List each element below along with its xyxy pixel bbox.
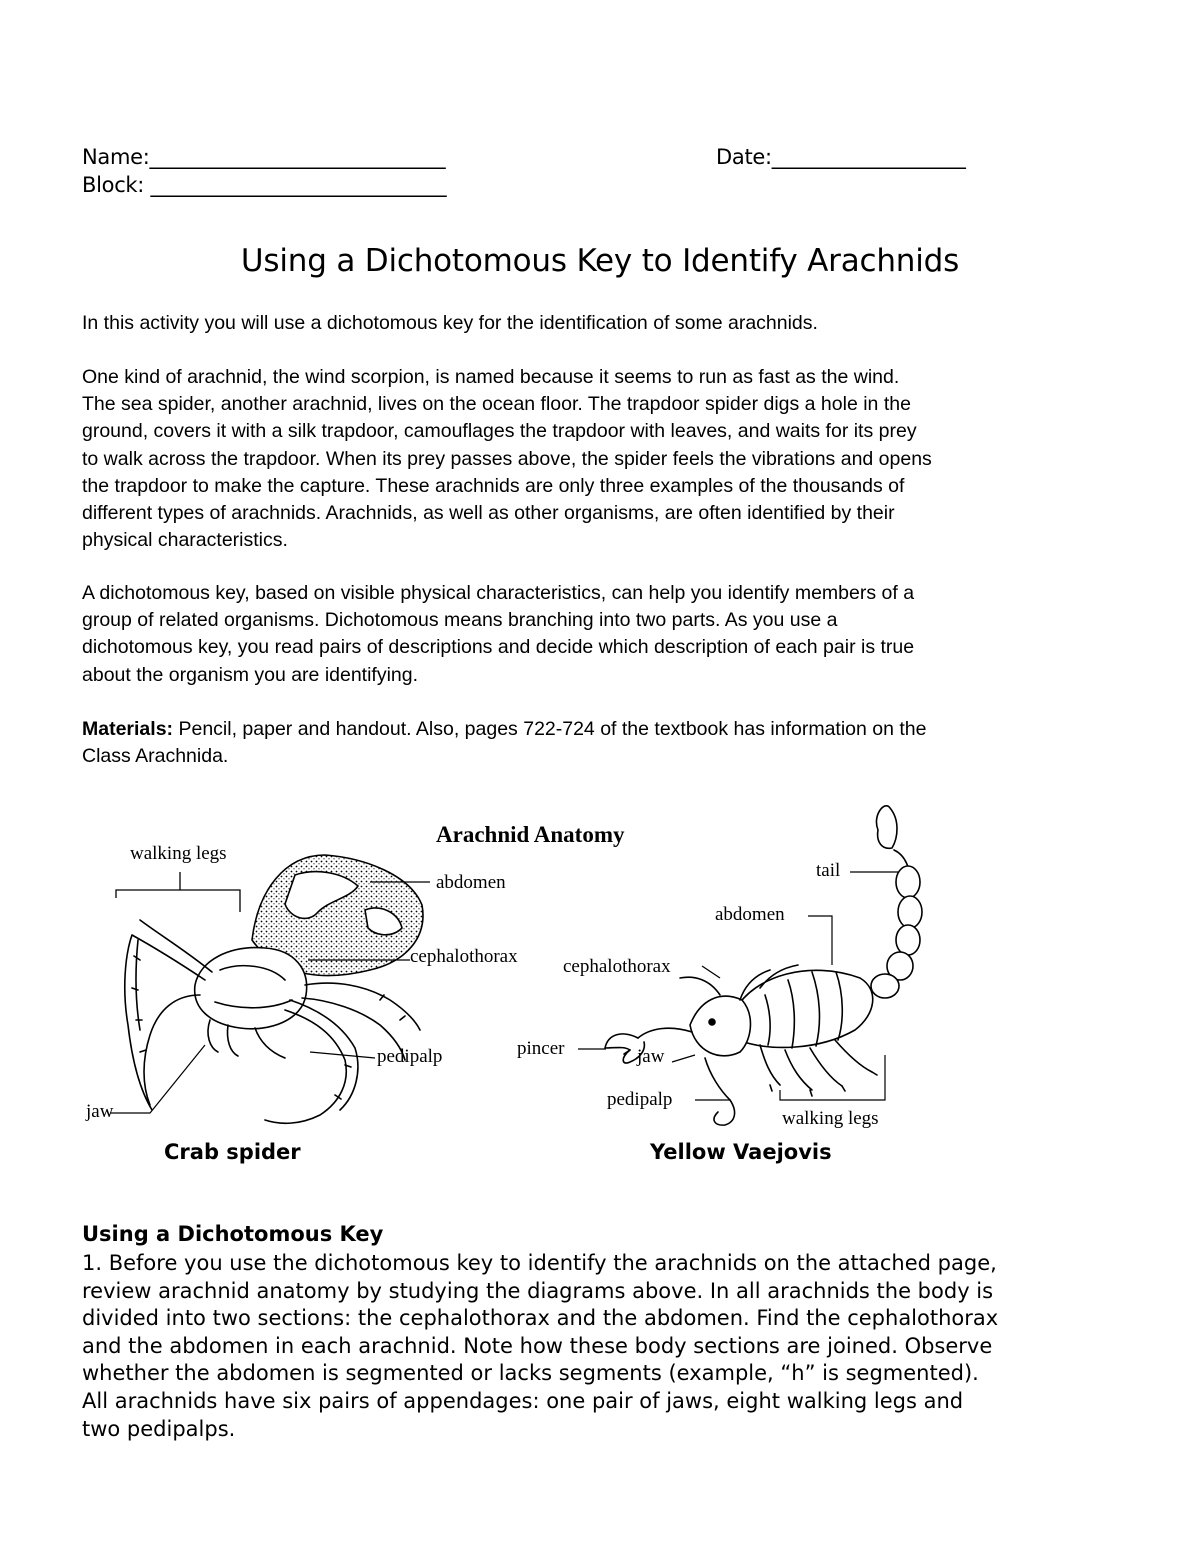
date-label: Date: bbox=[716, 145, 772, 169]
instruction-line: whether the abdomen is segmented or lacks segments (example, “h” is segmented). bbox=[82, 1361, 979, 1386]
scorpion-label-pincer: pincer bbox=[517, 1038, 565, 1059]
crab-label-cephalothorax: cephalothorax bbox=[410, 946, 518, 967]
name-blank[interactable]: _____________________________ bbox=[149, 145, 446, 169]
paragraph-line: The sea spider, another arachnid, lives on the ocean floor. The trapdoor spider digs a hole in the bbox=[82, 393, 911, 416]
date-field[interactable] bbox=[716, 145, 966, 169]
crab-label-walking-legs: walking legs bbox=[130, 843, 227, 864]
caption-yellow-vaejovis: Yellow Vaejovis bbox=[650, 1140, 832, 1164]
scorpion-label-jaw: jaw bbox=[637, 1046, 665, 1067]
figure-title: Arachnid Anatomy bbox=[436, 822, 625, 847]
crab-spider-illustration bbox=[80, 820, 560, 1140]
scorpion-label-walking-legs: walking legs bbox=[782, 1108, 879, 1129]
paragraph-2 bbox=[82, 580, 1142, 689]
paragraph-line: about the organism you are identifying. bbox=[82, 663, 419, 686]
scorpion-label-tail: tail bbox=[816, 860, 841, 881]
paragraph-line: different types of arachnids. Arachnids, as well as other organisms, are often identified by their bbox=[82, 502, 895, 525]
block-field[interactable] bbox=[82, 173, 446, 197]
paragraph-line: One kind of arachnid, the wind scorpion, is named because it seems to run as fast as the wind. bbox=[82, 366, 900, 388]
materials-text-2: Class Arachnida. bbox=[82, 745, 229, 768]
name-field[interactable] bbox=[82, 145, 445, 169]
scorpion-label-cephalothorax: cephalothorax bbox=[563, 956, 671, 977]
block-label: Block: bbox=[82, 173, 145, 197]
materials-text: Pencil, paper and handout. Also, pages 722-724 of the textbook has information on the bbox=[173, 718, 927, 740]
caption-crab-spider: Crab spider bbox=[164, 1140, 301, 1164]
instruction-line: 1. Before you use the dichotomous key to identify the arachnids on the attached page, bbox=[82, 1251, 997, 1275]
paragraph-1 bbox=[82, 364, 1142, 554]
scorpion-label-abdomen: abdomen bbox=[715, 904, 785, 925]
paragraph-line: to walk across the trapdoor. When its prey passes above, the spider feels the vibrations and opens bbox=[82, 447, 932, 470]
crab-label-pedipalp: pedipalp bbox=[377, 1046, 443, 1067]
instruction-line: two pedipalps. bbox=[82, 1416, 236, 1441]
block-blank[interactable]: _____________________________ bbox=[150, 173, 447, 197]
name-label: Name: bbox=[82, 145, 150, 169]
instruction-line: review arachnid anatomy by studying the diagrams above. In all arachnids the body is bbox=[82, 1278, 994, 1303]
paragraph-line: ground, covers it with a silk trapdoor, camouflages the trapdoor with leaves, and waits for its prey bbox=[82, 420, 917, 443]
crab-label-abdomen: abdomen bbox=[436, 872, 506, 893]
scorpion-label-pedipalp: pedipalp bbox=[607, 1089, 673, 1110]
paragraph-line: dichotomous key, you read pairs of descriptions and decide which description of each pair is true bbox=[82, 636, 915, 659]
intro-text: In this activity you will use a dichotomous key for the identification of some arachnids. bbox=[82, 312, 818, 334]
instruction-line: All arachnids have six pairs of appendages: one pair of jaws, eight walking legs and bbox=[82, 1388, 964, 1413]
section-heading: Using a Dichotomous Key bbox=[82, 1222, 384, 1246]
date-blank[interactable]: ___________________ bbox=[771, 145, 966, 169]
paragraph-line: the trapdoor to make the capture. These arachnids are only three examples of the thousands of bbox=[82, 474, 905, 497]
materials bbox=[82, 716, 1142, 770]
instruction-item-1 bbox=[82, 1250, 1152, 1443]
instruction-line: and the abdomen in each arachnid. Note how these body sections are joined. Observe bbox=[82, 1333, 993, 1358]
paragraph-line: A dichotomous key, based on visible physical characteristics, can help you identify members of a bbox=[82, 582, 915, 604]
crab-label-jaw: jaw bbox=[86, 1101, 114, 1122]
paragraph-line: physical characteristics. bbox=[82, 529, 288, 552]
instruction-line: divided into two sections: the cephalothorax and the abdomen. Find the cephalothorax bbox=[82, 1306, 999, 1331]
page-title: Using a Dichotomous Key to Identify Arachnids bbox=[240, 243, 960, 279]
paragraph-line: group of related organisms. Dichotomous means branching into two parts. As you use a bbox=[82, 609, 838, 632]
materials-label: Materials: bbox=[82, 718, 174, 740]
